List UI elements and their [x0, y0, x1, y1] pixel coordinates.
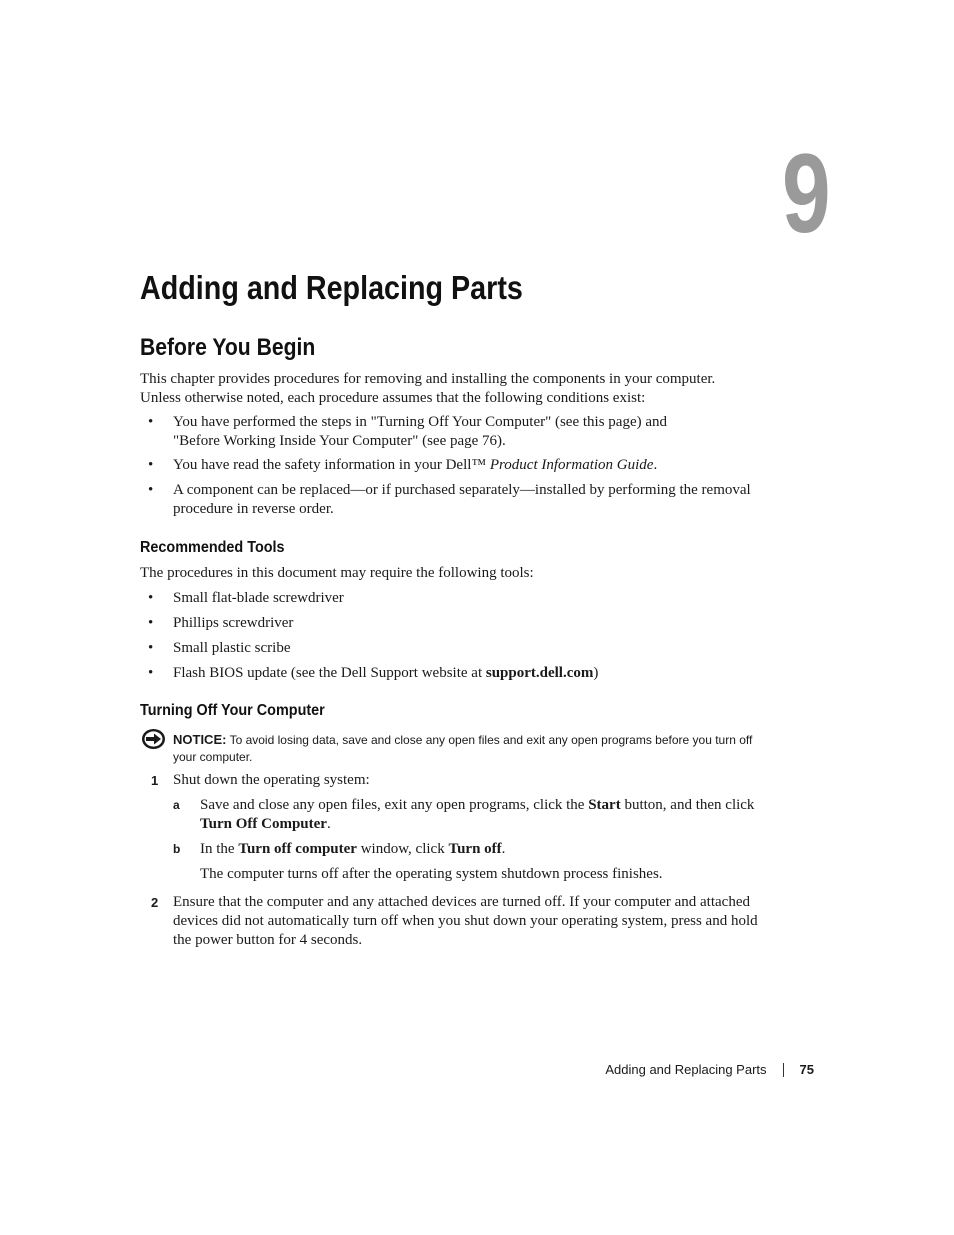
- bullet: •: [148, 482, 154, 498]
- step-result-text: The computer turns off after the operating system shutdown process finishes.: [200, 866, 663, 882]
- start-button-label: Start: [588, 797, 621, 813]
- list-item-line: procedure in reverse order.: [173, 501, 334, 517]
- section-title-before-you-begin: Before You Begin: [140, 334, 316, 361]
- list-item-text: Flash BIOS update (see the Dell Support website at: [173, 665, 486, 681]
- list-item-line: "Before Working Inside Your Computer" (see page 76).: [173, 433, 506, 449]
- footer-chapter-title: Adding and Replacing Parts: [605, 1062, 767, 1077]
- list-item-text: .: [653, 457, 658, 473]
- step-text: Shut down the operating system:: [173, 772, 370, 788]
- step-text-line: devices did not automatically turn off when you shut down your operating system, press and hold: [173, 913, 758, 929]
- intro-line: This chapter provides procedures for removing and installing the components in your computer.: [140, 371, 716, 387]
- list-item: [173, 481, 793, 519]
- list-item-text: ): [593, 665, 599, 681]
- list-item: [173, 456, 793, 475]
- list-item: Phillips screwdriver: [173, 615, 294, 631]
- list-item-line: A component can be replaced—or if purchased separately—installed by performing the removal: [173, 482, 751, 498]
- substep-text-part: window, click: [356, 841, 449, 857]
- page-number: 75: [799, 1062, 814, 1077]
- bullet: •: [148, 640, 154, 656]
- bullet: •: [148, 414, 154, 430]
- turn-off-computer-label: Turn Off Computer: [200, 816, 327, 832]
- notice-line: your computer.: [173, 750, 253, 764]
- substep-text: [200, 796, 795, 834]
- turn-off-button-label: Turn off: [448, 841, 502, 857]
- section-title-recommended-tools: Recommended Tools: [140, 539, 285, 556]
- step-number: 2: [151, 895, 159, 910]
- substep-text: [200, 840, 795, 859]
- notice-line: To avoid losing data, save and close any open files and exit any open programs before you turn off: [226, 733, 753, 747]
- chapter-number: 9: [782, 131, 831, 256]
- notice-label: NOTICE:: [173, 732, 227, 747]
- product-guide-title: Product Information Guide: [489, 457, 654, 473]
- turn-off-window-label: Turn off computer: [238, 841, 357, 857]
- list-item: Small flat-blade screwdriver: [173, 590, 344, 606]
- list-item: [173, 664, 793, 683]
- bullet: •: [148, 615, 154, 631]
- intro-line: Unless otherwise noted, each procedure assumes that the following conditions exist:: [140, 390, 646, 406]
- support-website-link[interactable]: support.dell.com: [485, 665, 594, 681]
- substep-letter: a: [173, 798, 180, 812]
- substep-text-part: button, and then click: [620, 797, 755, 813]
- substep-text-part: .: [326, 816, 331, 832]
- substep-text-part: Save and close any open files, exit any open programs, click the: [200, 797, 589, 813]
- footer-divider: [783, 1063, 784, 1077]
- bullet: •: [148, 665, 154, 681]
- step-text-line: the power button for 4 seconds.: [173, 932, 363, 948]
- bullet: •: [148, 457, 154, 473]
- list-item: [173, 413, 793, 451]
- list-item-line: You have performed the steps in "Turning Off Your Computer" (see this page) and: [173, 414, 668, 430]
- bullet: •: [148, 590, 154, 606]
- chapter-title: Adding and Replacing Parts: [140, 269, 523, 306]
- list-item: Small plastic scribe: [173, 640, 291, 656]
- page-footer: [605, 1061, 814, 1079]
- intro-paragraph: [140, 370, 715, 408]
- step-number: 1: [151, 773, 159, 788]
- substep-text-part: .: [501, 841, 506, 857]
- substep-letter: b: [173, 842, 181, 856]
- step-text: [173, 893, 793, 950]
- notice-message: [173, 731, 793, 766]
- list-item-text: You have read the safety information in your Dell™: [173, 457, 490, 473]
- substep-text-part: In the: [200, 841, 239, 857]
- step-text-line: Ensure that the computer and any attached devices are turned off. If your computer and attached: [173, 894, 750, 910]
- section-title-turning-off: Turning Off Your Computer: [140, 702, 325, 719]
- tools-intro: The procedures in this document may require the following tools:: [140, 565, 534, 581]
- notice-icon: [141, 728, 166, 750]
